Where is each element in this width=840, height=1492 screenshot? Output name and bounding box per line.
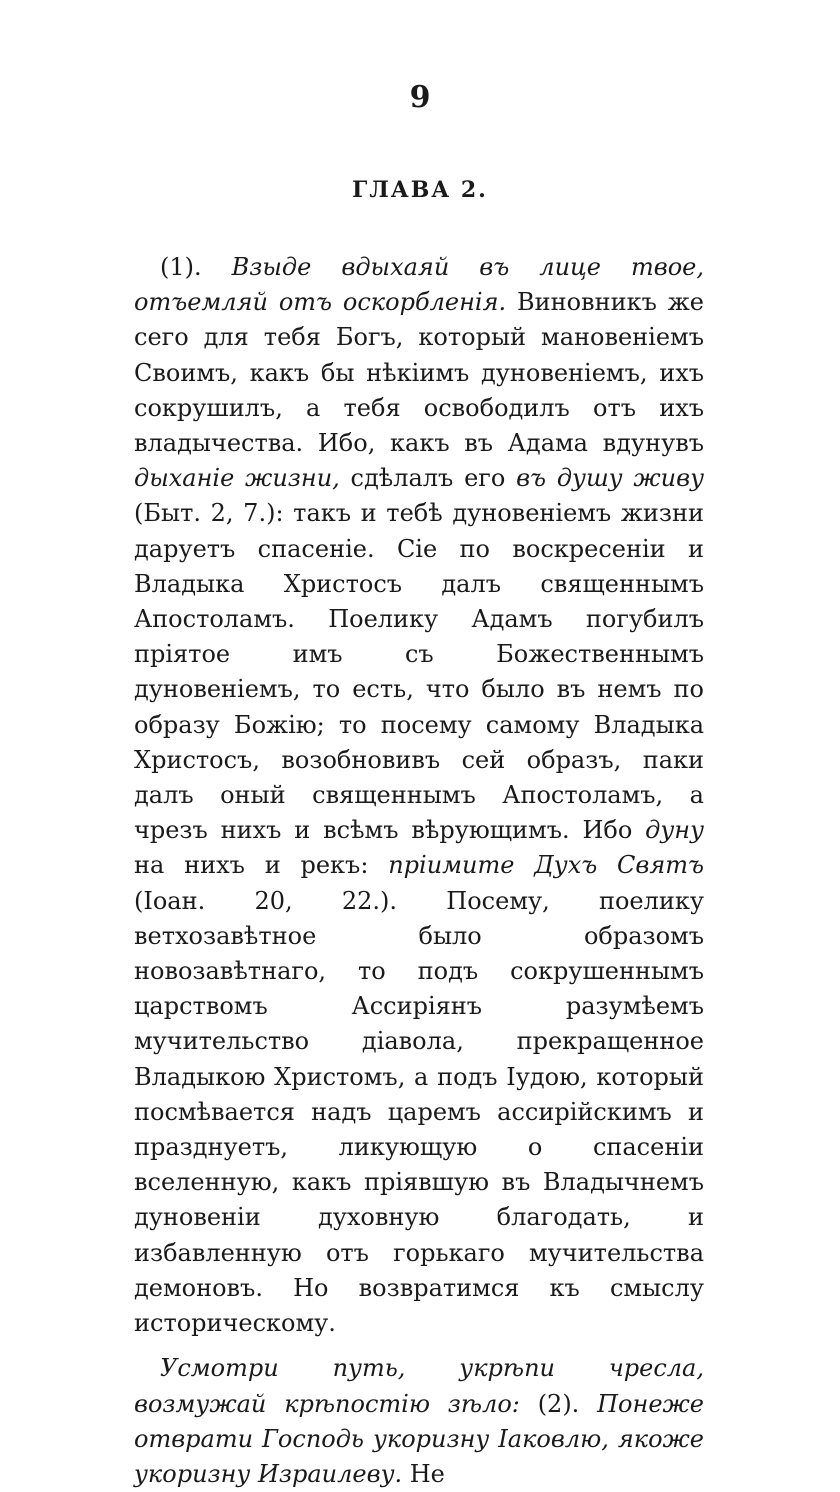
text-segment-italic: Взыде вдыхаяй въ лице твое, отъемляй отъ оскорбленія. bbox=[134, 253, 704, 317]
text-segment-italic: дыханіе жизни, bbox=[134, 464, 340, 493]
text-segment-italic: Понеже отврати Господь укоризну Іаковлю, якоже укоризну Израилеву. bbox=[134, 1389, 704, 1488]
paragraph bbox=[134, 250, 704, 1341]
body-text bbox=[134, 250, 704, 1492]
page-number: 9 bbox=[409, 80, 431, 115]
text-segment: на нихъ и рекъ: bbox=[134, 851, 389, 880]
text-segment: Не bbox=[402, 1459, 445, 1488]
text-segment: (1). bbox=[160, 253, 232, 281]
text-segment-italic: Усмотри путь, укрѣпи чресла, возмужай крѣпостію зѣло: bbox=[134, 1354, 704, 1418]
paragraph bbox=[134, 1351, 704, 1492]
text-segment-italic: пріимите Духъ Святъ bbox=[388, 851, 704, 880]
text-segment-italic: дуну bbox=[645, 816, 704, 845]
text-segment: (Быт. 2, 7.): такъ и тебѣ дуновеніемъ жизни даруетъ спасеніе. Сіе по воскресеніи и Владыка Христосъ далъ священнымъ Апостоламъ. Поелику Адамъ погубилъ пріятое имъ съ Божественнымъ дуновеніемъ, то есть, что было въ немъ по образу Божію; то посему самому Владыка Христосъ, возобновивъ сей образъ, паки далъ оный священнымъ Апостоламъ, а чрезъ нихъ и всѣмъ вѣрующимъ. Ибо bbox=[134, 499, 704, 845]
text-segment: (Іоан. 20, 22.). Посему, поелику ветхозавѣтное было образомъ новозавѣтнаго, то подъ сокрушеннымъ царствомъ Ассиріянъ разумѣемъ мучительство діавола, прекращенное Владыкою Христомъ, а подъ Іудою, который посмѣвается надъ царемъ ассирійскимъ и празднуетъ, ликующую о спасеніи вселенную, какъ пріявшую въ Владычнемъ дуновеніи духовную благодать, и избавленную отъ горькаго мучительства демоновъ. Но возвратимся къ смыслу историческому. bbox=[134, 886, 704, 1338]
text-segment: сдѣлалъ его bbox=[339, 464, 517, 493]
text-segment: (2). bbox=[519, 1389, 598, 1418]
text-segment: Виновникъ же сего для тебя Богъ, который мановеніемъ Своимъ, какъ бы нѣкіимъ дуновеніемъ, ихъ сокрушилъ, а тебя освободилъ отъ ихъ владычества. Ибо, какъ въ Адама вдунувъ bbox=[134, 288, 704, 458]
chapter-heading: ГЛАВА 2. bbox=[352, 177, 488, 203]
text-segment-italic: въ душу живу bbox=[516, 464, 704, 493]
